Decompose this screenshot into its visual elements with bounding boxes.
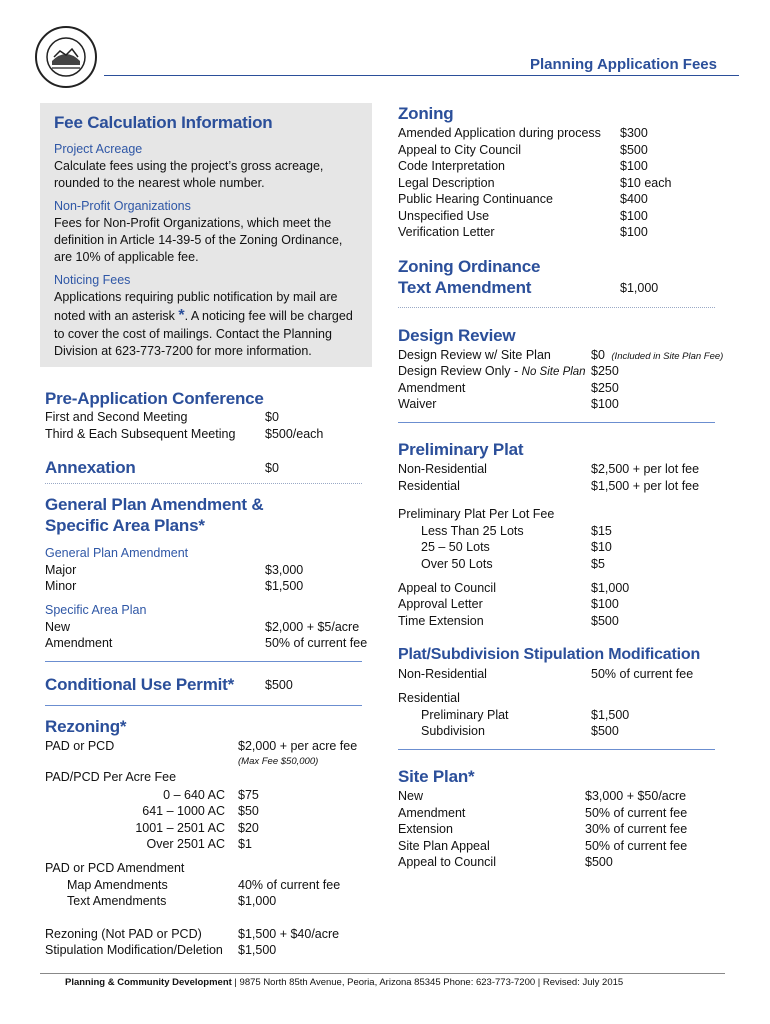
prelim-plat-fee: $2,500 + per lot fee (591, 462, 700, 476)
site-plan-fee: 30% of current fee (585, 822, 688, 836)
design-review-only-note: No Site Plan (521, 366, 586, 378)
zoning-label: Amended Application during process (398, 126, 601, 140)
project-acreage-line-1: Calculate fees using the project’s gross acreage, (54, 159, 324, 173)
design-review-fee-note: (Included in Site Plan Fee) (611, 351, 724, 362)
pre-app-fee: $500/each (265, 427, 324, 441)
nonprofit-line-1: Fees for Non-Profit Organizations, which meet the (54, 216, 332, 230)
zoning-text-rule (398, 307, 715, 308)
pad-amend-label: Text Amendments (67, 894, 167, 908)
per-acre-row (45, 803, 385, 819)
per-lot-fee: $10 (591, 540, 612, 554)
design-review-rule (398, 422, 715, 423)
noticing-line-4: Division at 623-773-7200 for more information. (54, 344, 312, 358)
noticing-line-3: to cover the cost of mailings. Contact the Planning (54, 327, 332, 341)
plat-stip-res-fee: $500 (591, 724, 619, 738)
noticing-line-2 (54, 307, 353, 325)
gpa-label: Minor (45, 579, 77, 593)
zoning-label: Unspecified Use (398, 209, 490, 223)
per-acre-fee: $50 (238, 804, 259, 818)
noticing-line-2b: . A noticing fee will be charged (184, 309, 353, 323)
nonprofit-line-2: definition in Article 14-39-5 of the Zoning Ordinance, (54, 233, 343, 247)
gpa-heading: General Plan Amendment (45, 546, 189, 560)
design-review-label: Amendment (398, 381, 466, 395)
zoning-fee: $400 (620, 192, 648, 206)
site-plan-label: New (398, 789, 424, 803)
cup-rule (45, 705, 362, 706)
zoning-text-title-line-1: Zoning Ordinance (398, 257, 541, 276)
cup-fee: $500 (265, 678, 293, 692)
rezoning-other-fee: $1,500 + $40/acre (238, 927, 340, 941)
prelim-plat-other-label: Approval Letter (398, 597, 483, 611)
plat-stip-res-fee: $1,500 (591, 708, 630, 722)
per-lot-label: Less Than 25 Lots (421, 524, 524, 538)
per-lot-label: 25 – 50 Lots (421, 540, 490, 554)
pre-app-fee: $0 (265, 410, 279, 424)
cup-title: Conditional Use Permit* (45, 675, 235, 694)
footer-rule (40, 973, 725, 974)
nonprofit-heading: Non-Profit Organizations (54, 199, 191, 213)
design-review-label: Design Review w/ Site Plan (398, 348, 551, 362)
design-review-fee: $250 (591, 381, 619, 395)
plat-stip-label: Non-Residential (398, 667, 487, 681)
per-acre-label: 641 – 1000 AC (142, 804, 225, 818)
design-review-fee: $250 (591, 364, 619, 378)
prelim-plat-other-fee: $1,000 (591, 581, 630, 595)
plat-stip-res-label: Subdivision (421, 724, 485, 738)
zoning-label: Appeal to City Council (398, 143, 521, 157)
site-plan-label: Amendment (398, 806, 466, 820)
gpa-fee: $3,000 (265, 563, 304, 577)
pad-amend-fee: 40% of current fee (238, 878, 341, 892)
prelim-plat-label: Residential (398, 479, 460, 493)
per-acre-fee: $75 (238, 788, 259, 802)
footer-details: | 9875 North 85th Avenue, Peoria, Arizona 85345 Phone: 623-773-7200 | Revised: July 2015 (231, 977, 624, 988)
sap-heading: Specific Area Plan (45, 603, 147, 617)
site-plan-fee: 50% of current fee (585, 806, 688, 820)
design-review-only-label: Design Review Only - (398, 364, 522, 378)
per-lot-heading: Preliminary Plat Per Lot Fee (398, 507, 555, 521)
gpa-rule (45, 661, 362, 662)
per-acre-row (45, 787, 385, 803)
noticing-heading: Noticing Fees (54, 273, 131, 287)
pre-app-label: First and Second Meeting (45, 410, 188, 424)
site-plan-title: Site Plan* (398, 767, 475, 786)
sap-fee: $2,000 + $5/acre (265, 620, 360, 634)
prelim-plat-other-fee: $500 (591, 614, 619, 628)
city-seal-logo (34, 25, 98, 89)
per-acre-label: 0 – 640 AC (163, 788, 225, 802)
prelim-plat-fee: $1,500 + per lot fee (591, 479, 700, 493)
zoning-text-fee: $1,000 (620, 281, 659, 295)
sap-label: New (45, 620, 71, 634)
per-acre-fee: $20 (238, 821, 259, 835)
site-plan-label: Appeal to Council (398, 855, 496, 869)
per-acre-label: Over 2501 AC (146, 837, 225, 851)
nonprofit-line-3: are 10% of applicable fee. (54, 250, 199, 264)
zoning-fee: $300 (620, 126, 648, 140)
design-review-title: Design Review (398, 326, 516, 345)
zoning-label: Public Hearing Continuance (398, 192, 553, 206)
zoning-label: Verification Letter (398, 225, 495, 239)
plat-stip-title: Plat/Subdivision Stipulation Modification (398, 646, 701, 663)
prelim-plat-title: Preliminary Plat (398, 440, 524, 459)
gpa-fee: $1,500 (265, 579, 304, 593)
zoning-title: Zoning (398, 104, 454, 123)
zoning-fee: $100 (620, 225, 648, 239)
annexation-rule (45, 483, 362, 484)
asterisk-marker: * (178, 307, 185, 324)
gpa-label: Major (45, 563, 77, 577)
footer-department: Planning & Community Development (65, 977, 232, 988)
per-acre-label: 1001 – 2501 AC (135, 821, 225, 835)
prelim-plat-other-label: Time Extension (398, 614, 484, 628)
zoning-fee: $100 (620, 209, 648, 223)
rezoning-other-label: Stipulation Modification/Deletion (45, 943, 223, 957)
design-review-label (398, 363, 586, 380)
rezoning-title: Rezoning* (45, 717, 127, 736)
footer-text (65, 977, 623, 988)
pad-amend-heading: PAD or PCD Amendment (45, 861, 185, 875)
prelim-plat-label: Non-Residential (398, 462, 487, 476)
noticing-line-2a: noted with an asterisk (54, 309, 175, 323)
design-review-label: Waiver (398, 397, 437, 411)
page-title: Planning Application Fees (530, 56, 717, 73)
per-acre-row (45, 820, 385, 836)
rezoning-max-fee: (Max Fee $50,000) (238, 756, 319, 767)
pre-app-label: Third & Each Subsequent Meeting (45, 427, 236, 441)
prelim-plat-other-fee: $100 (591, 597, 619, 611)
plat-stip-rule (398, 749, 715, 750)
rezoning-pad-fee: $2,000 + per acre fee (238, 739, 358, 753)
annexation-title: Annexation (45, 458, 136, 477)
site-plan-fee: $500 (585, 855, 613, 869)
plat-stip-res-heading: Residential (398, 691, 460, 705)
sap-label: Amendment (45, 636, 113, 650)
rezoning-other-fee: $1,500 (238, 943, 277, 957)
zoning-text-title-line-2: Text Amendment (398, 278, 532, 297)
zoning-fee: $100 (620, 159, 648, 173)
zoning-label: Legal Description (398, 176, 495, 190)
site-plan-label: Site Plan Appeal (398, 839, 490, 853)
noticing-line-1: Applications requiring public notification by mail are (54, 290, 338, 304)
plat-stip-res-label: Preliminary Plat (421, 708, 509, 722)
project-acreage-heading: Project Acreage (54, 142, 143, 156)
site-plan-label: Extension (398, 822, 453, 836)
rezoning-other-label: Rezoning (Not PAD or PCD) (45, 927, 202, 941)
fee-calc-title: Fee Calculation Information (54, 113, 273, 132)
zoning-fee: $500 (620, 143, 648, 157)
gpa-title-line-1: General Plan Amendment & (45, 495, 264, 514)
design-review-fee: $100 (591, 397, 619, 411)
site-plan-fee: 50% of current fee (585, 839, 688, 853)
project-acreage-line-2: rounded to the nearest whole number. (54, 176, 265, 190)
annexation-fee: $0 (265, 461, 279, 475)
site-plan-fee: $3,000 + $50/acre (585, 789, 687, 803)
design-review-fee-value: $0 (591, 348, 605, 362)
zoning-fee: $10 each (620, 176, 672, 190)
header-rule (104, 75, 739, 76)
per-lot-label: Over 50 Lots (421, 557, 493, 571)
sap-fee: 50% of current fee (265, 636, 368, 650)
per-acre-fee: $1 (238, 837, 252, 851)
pre-app-title: Pre-Application Conference (45, 389, 264, 408)
per-lot-fee: $5 (591, 557, 605, 571)
per-acre-row (45, 836, 385, 852)
per-acre-heading: PAD/PCD Per Acre Fee (45, 770, 177, 784)
gpa-title-line-2: Specific Area Plans* (45, 516, 205, 535)
zoning-label: Code Interpretation (398, 159, 506, 173)
plat-stip-fee: 50% of current fee (591, 667, 694, 681)
rezoning-pad-label: PAD or PCD (45, 739, 115, 753)
pad-amend-label: Map Amendments (67, 878, 168, 892)
per-lot-fee: $15 (591, 524, 612, 538)
prelim-plat-other-label: Appeal to Council (398, 581, 496, 595)
pad-amend-fee: $1,000 (238, 894, 277, 908)
